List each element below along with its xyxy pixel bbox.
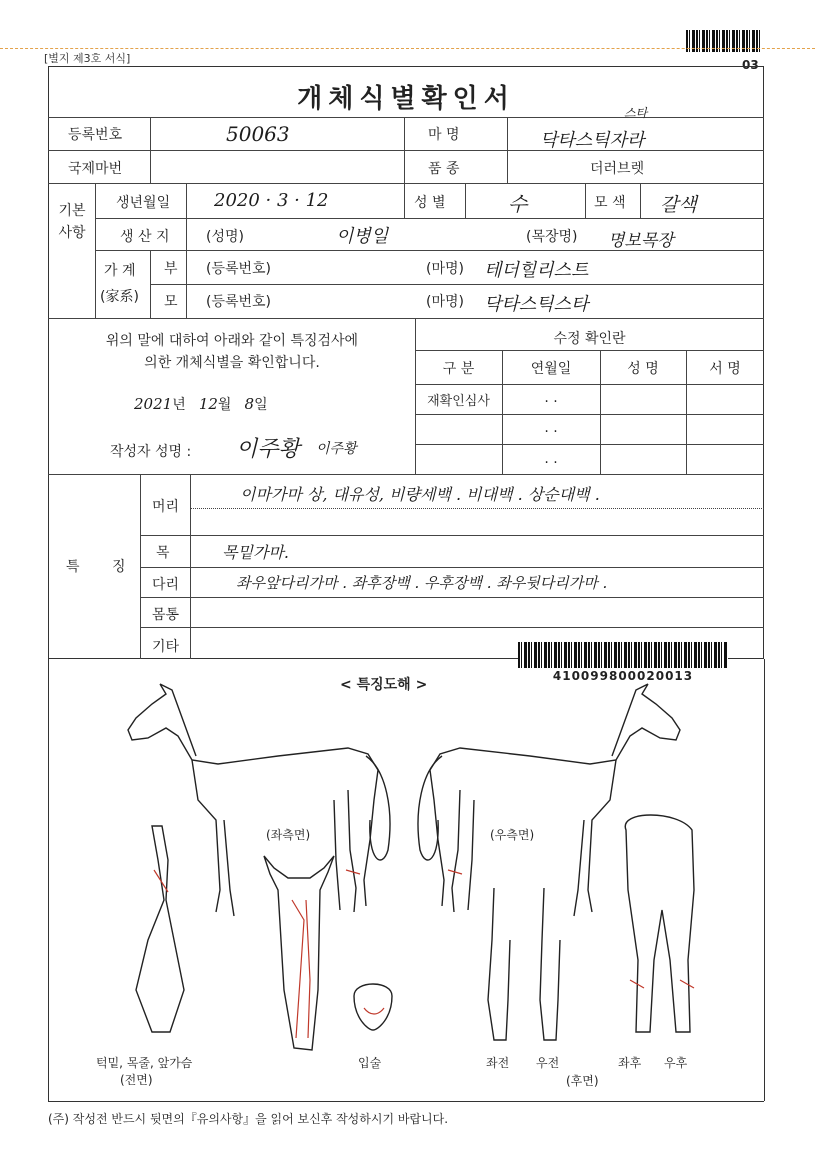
dam-name-label: (마명) [426,294,464,310]
birth-date-value: 2020 · 3 · 12 [214,190,329,211]
owner-label: (성명) [206,229,244,245]
revision-header: 수정 확인란 [553,331,626,347]
left-side-label: (좌측면) [266,828,311,842]
sex-value: 수 [508,192,528,216]
revision-row-date: . . [544,420,558,436]
feature-legs-value: 좌우앞다리가마 . 좌후장백 . 우후장백 . 좌우뒷다리가마 . [236,574,608,592]
sire-label: 부 [164,261,178,277]
revision-col-category: 구 분 [442,361,475,377]
horse-diagram [48,660,764,1100]
reg-number-value: 50063 [226,122,290,146]
ranch-label: (목장명) [526,229,578,245]
horse-name-value: 닥타스틱자라 [540,130,645,151]
front-legs-drawing [488,888,560,1040]
revision-col-name: 성 명 [627,361,659,377]
hind-right-label: 우후 [664,1056,688,1070]
barcode-number: 410099800020013 [552,669,694,683]
front-left-label: 좌전 [486,1056,510,1070]
horse-name-label: 마 명 [428,127,460,143]
revision-row-date: . . [544,451,558,467]
revision-col-signature: 서 명 [709,361,741,377]
front-view-drawing [136,826,184,1032]
owner-value: 이병일 [336,226,389,247]
pedigree-hanja: (家系) [100,289,139,305]
revision-row-date: . . [544,390,558,406]
lips-label: 입술 [358,1056,382,1070]
feature-neck-label: 목 [156,545,170,561]
front-caption: 턱밑, 목줄, 앞가슴 [96,1056,193,1070]
confirm-text-line1: 위의 말에 대하여 아래와 같이 특징검사에 [105,333,359,349]
footnote: (주) 작성전 반드시 뒷면의『유의사항』을 읽어 보신후 작성하시기 바랍니다. [48,1112,449,1126]
front-right-label: 우전 [536,1056,560,1070]
rear-label: (후면) [566,1074,599,1088]
author-value: 이주황 [236,437,300,462]
feature-legs-label: 다리 [152,577,180,593]
right-side-horse-drawing [418,684,680,916]
feature-neck-value: 목밑가마. [222,543,289,562]
revision-row-category: 재확인심사 [427,394,490,409]
feature-body-label: 몸통 [152,607,180,623]
feature-other-label: 기타 [152,639,180,655]
feature-head-label: 머리 [152,499,180,515]
revision-col-date: 연월일 [530,361,572,377]
dam-label: 모 [164,294,178,310]
coat-color-label: 모 색 [594,195,626,211]
breed-value: 더러브렛 [590,161,645,177]
pedigree-label: 가 계 [104,263,136,279]
head-front-drawing [264,856,334,1050]
lips-drawing [354,984,392,1030]
confirm-date-day-label: 일 [254,397,268,413]
confirm-date [134,394,268,414]
hind-left-label: 좌후 [618,1056,642,1070]
basic-section-label: 기본사항 [58,203,86,241]
sex-label: 성 별 [414,195,446,211]
confirm-date-year: 2021 [134,395,173,413]
rear-view-drawing [625,815,694,1032]
confirm-date-day: 8 [244,395,255,413]
dam-name-value: 닥타스틱스타 [484,294,589,315]
author-seal: 이주황 [316,441,357,457]
page-title: 개체식별확인서 [297,84,515,114]
coat-color-value: 갈색 [660,194,697,216]
horse-name-correction: 스타 [624,106,648,120]
page-number: 03 [742,58,759,72]
confirm-date-month-label: 월 [217,397,232,413]
sire-name-value: 테더힐리스트 [484,260,589,281]
dam-reg-label: (등록번호) [206,294,272,310]
front-label: (전면) [120,1073,153,1087]
author-label: 작성자 성명 : [110,444,192,460]
form-number-label: [별지 제3호 서식] [44,52,131,65]
diagram-title: < 특징도해 > [340,677,428,693]
confirm-text-line2: 의한 개체식별을 확인합니다. [144,355,320,371]
origin-label: 생 산 지 [120,229,170,245]
header-divider [0,48,815,49]
reg-number-label: 등록번호 [68,127,123,143]
confirm-date-month: 12 [198,395,218,413]
breed-label: 품 종 [428,161,460,177]
confirm-date-year-label: 년 [172,397,186,413]
sire-name-label: (마명) [426,261,464,277]
ranch-value: 명보목장 [608,231,674,251]
feature-head-value: 이마가마 상, 대유성, 비량세백 . 비대백 . 상순대백 . [240,485,600,504]
birth-date-label: 생년월일 [116,195,171,211]
intl-number-label: 국제마번 [68,161,123,177]
right-side-label: (우측면) [490,828,535,842]
sire-reg-label: (등록번호) [206,261,272,277]
features-section-label: 특 징 [66,559,140,575]
